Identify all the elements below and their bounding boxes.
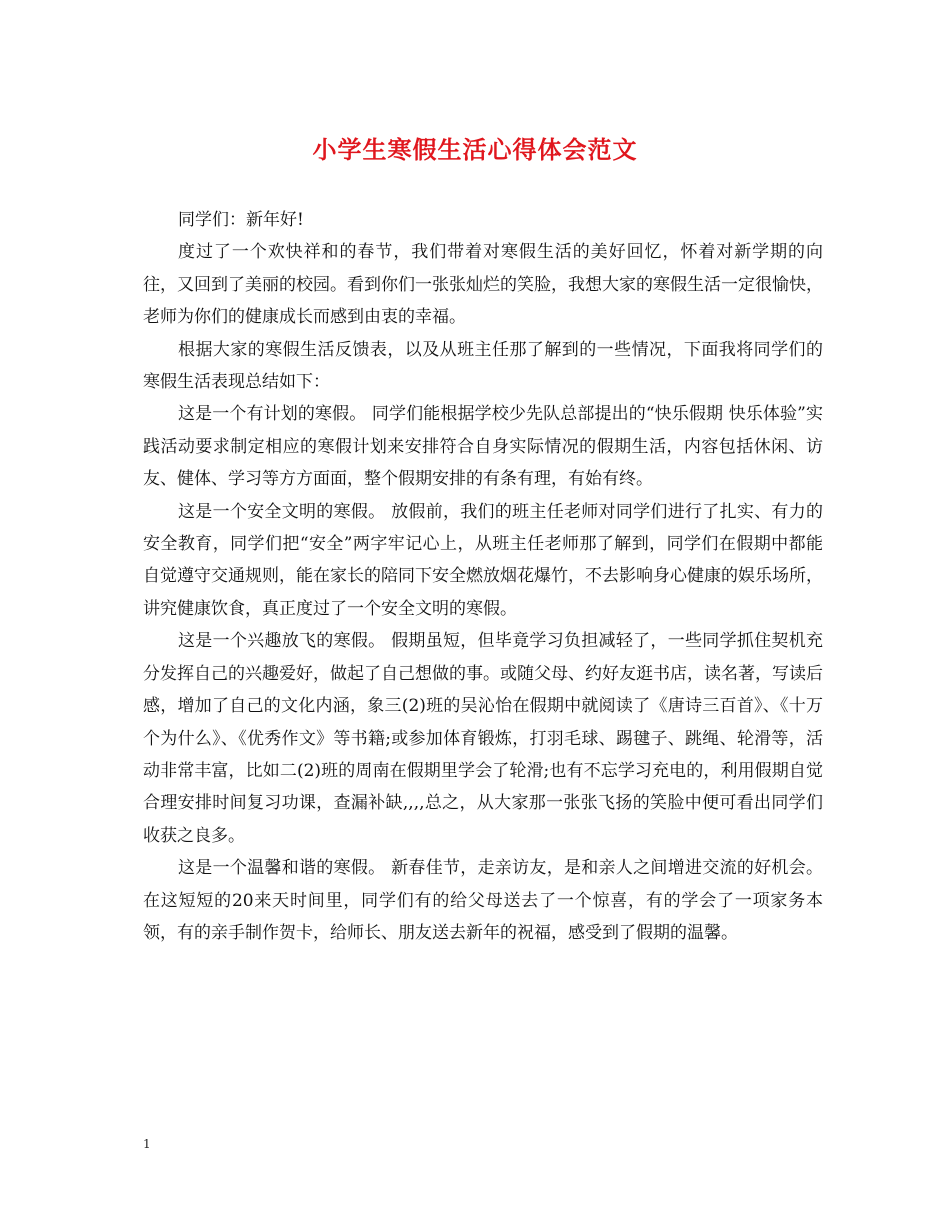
document-body [143,204,823,949]
paragraph-summary-lead: 根据大家的寒假生活反馈表，以及从班主任那了解到的一些情况，下面我将同学们的寒假生活表现总结如下： [143,339,823,393]
document-title: 小学生寒假生活心得体会范文 [312,135,638,164]
paragraph-warm: 这是一个温馨和谐的寒假。 新春佳节，走亲访友，是和亲人之间增进交流的好机会。在这短短的20来天时间里，同学们有的给父母送去了一个惊喜，有的学会了一项家务本领，有的亲手制作贺卡，给师长、朋友送去新年的祝福，感受到了假期的温馨。 [143,858,823,943]
paragraph-interests: 这是一个兴趣放飞的寒假。 假期虽短，但毕竟学习负担减轻了，一些同学抓住契机充分发挥自己的兴趣爱好，做起了自己想做的事。或随父母、约好友逛书店，读名著，写读后感，增加了自己的文化内涵，象三(2)班的吴沁怡在假期中就阅读了《唐诗三百首》、《十万个为什么》、《优秀作文》等书籍;或参加体育锻炼，打羽毛球、踢毽子、跳绳、轮滑等，活动非常丰富，比如二(2)班的周南在假期里学会了轮滑;也有不忘学习充电的，利用假期自觉合理安排时间复习功课，查漏补缺,,,,总之，从大家那一张张飞扬的笑脸中便可看出同学们收获之良多。 [143,631,823,846]
page-number: 1 [143,1137,151,1151]
paragraph-greeting: 同学们：新年好! [178,210,304,230]
paragraph-planned: 这是一个有计划的寒假。 同学们能根据学校少先队总部提出的“快乐假期 快乐体验”实践活动要求制定相应的寒假计划来安排符合自身实际情况的假期生活，内容包括休闲、访友、健体、学习等方方面面，整个假期安排的有条有理，有始有终。 [143,404,823,490]
paragraph-intro: 度过了一个欢快祥和的春节，我们带着对寒假生活的美好回忆，怀着对新学期的向往，又回到了美丽的校园。看到你们一张张灿烂的笑脸，我想大家的寒假生活一定很愉快，老师为你们的健康成长而感到由衷的幸福。 [143,242,823,328]
paragraph-safe: 这是一个安全文明的寒假。 放假前，我们的班主任老师对同学们进行了扎实、有力的安全教育，同学们把“安全”两字牢记心上，从班主任老师那了解到，同学们在假期中都能自觉遵守交通规则，能在家长的陪同下安全燃放烟花爆竹，不去影响身心健康的娱乐场所，讲究健康饮食，真正度过了一个安全文明的寒假。 [143,501,823,619]
